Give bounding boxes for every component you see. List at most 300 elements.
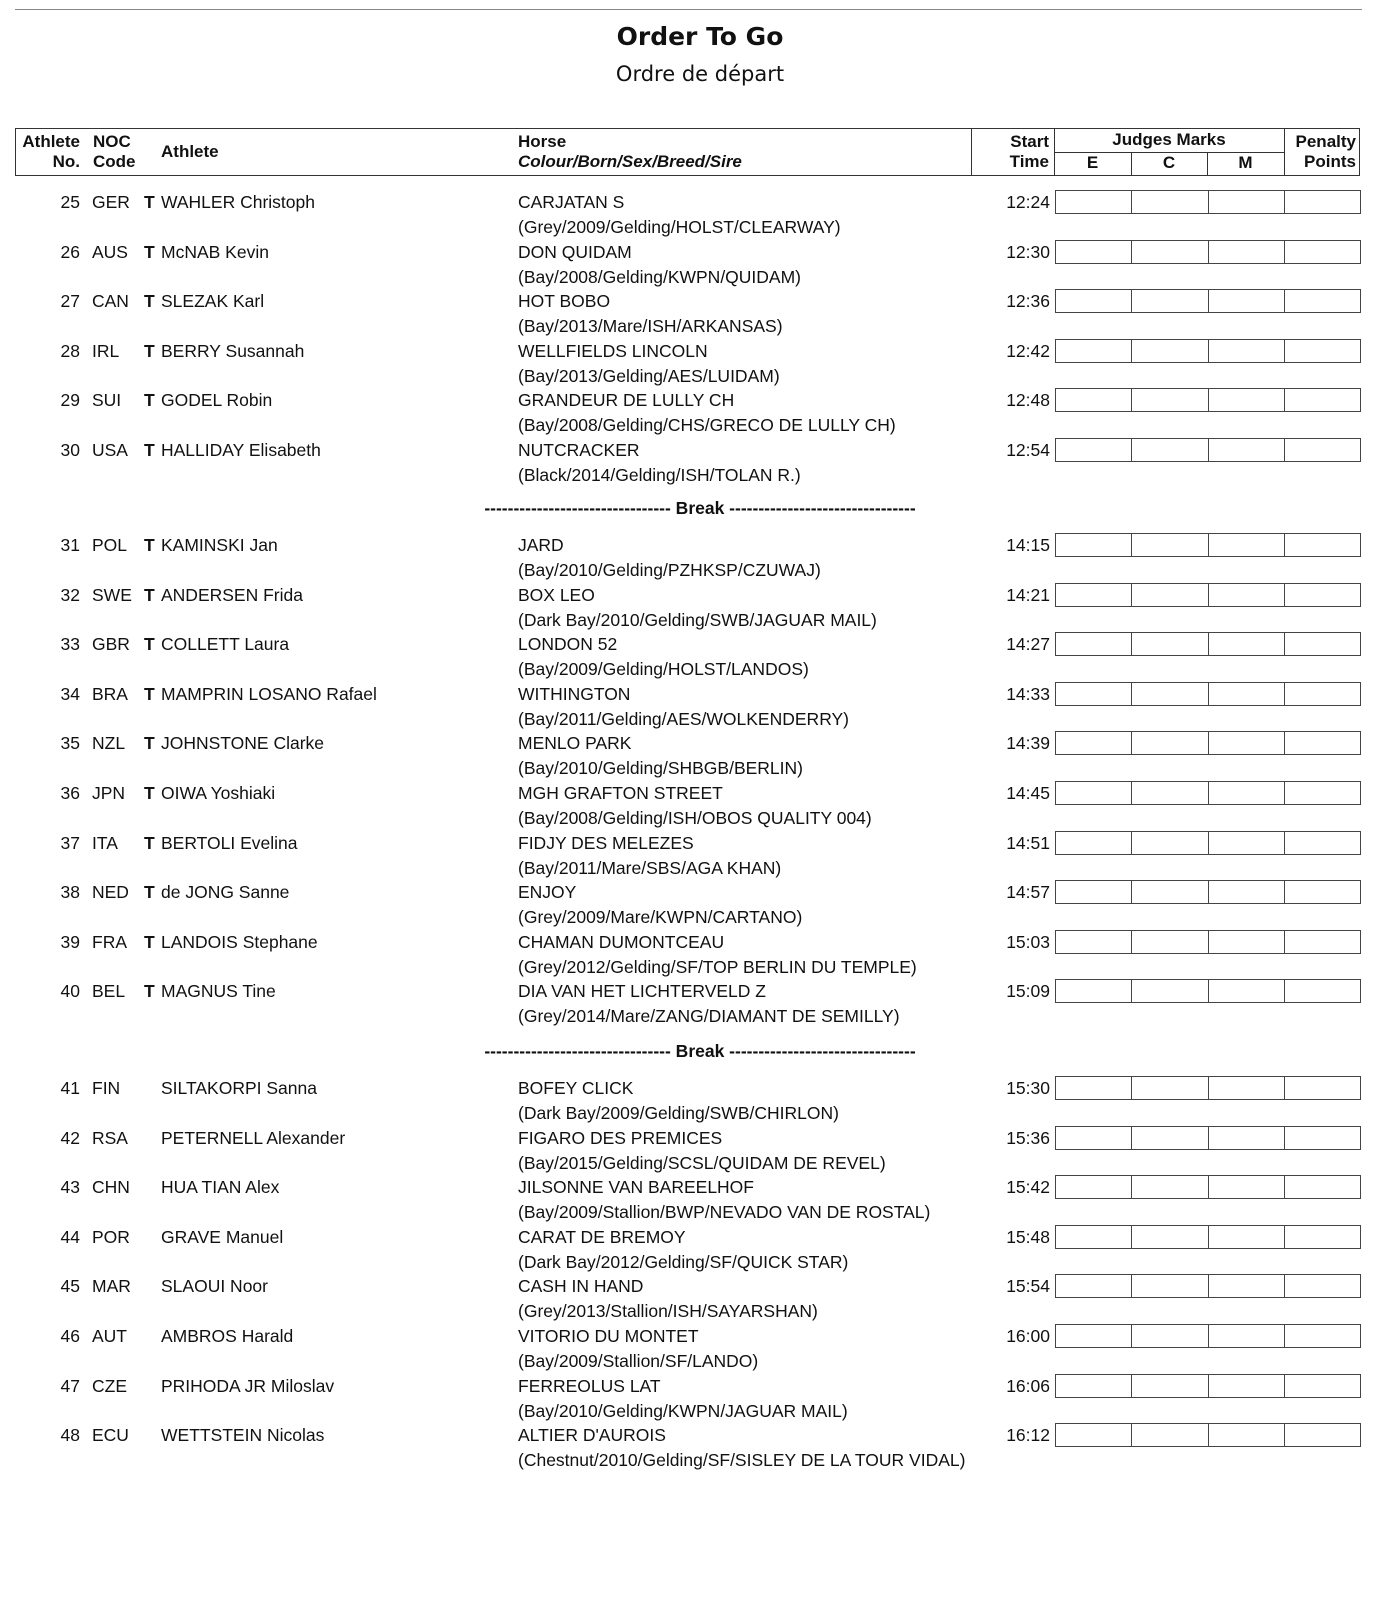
- judge-c-box[interactable]: [1132, 1423, 1208, 1447]
- penalty-box[interactable]: [1285, 1076, 1361, 1100]
- table-row: [0, 289, 1400, 339]
- start-time: 12:30: [1006, 241, 1050, 262]
- athlete-number: 26: [60, 241, 80, 262]
- header-penalty-points: [1284, 132, 1356, 172]
- judge-c-box[interactable]: [1132, 1374, 1208, 1398]
- judge-m-box[interactable]: [1209, 682, 1285, 706]
- judge-m-box[interactable]: [1209, 1175, 1285, 1199]
- team-marker: T: [144, 291, 155, 312]
- athlete-number: 25: [60, 192, 80, 212]
- team-marker: T: [144, 882, 155, 903]
- athlete-name: ANDERSEN Frida: [161, 584, 303, 605]
- header-noc-line1: NOC: [93, 132, 131, 151]
- judge-m-box[interactable]: [1209, 583, 1285, 607]
- judge-e-box[interactable]: [1055, 1324, 1132, 1348]
- noc-code: CZE: [92, 1375, 127, 1396]
- team-marker: T: [144, 931, 155, 952]
- table-row: [0, 438, 1400, 488]
- penalty-box[interactable]: [1285, 682, 1361, 706]
- noc-code: SWE: [92, 584, 132, 605]
- athlete-number: 45: [60, 1276, 80, 1297]
- horse-name: ALTIER D'AUROIS: [518, 1425, 666, 1446]
- header-penalty-line2: Points: [1304, 152, 1356, 171]
- horse-name: HOT BOBO: [518, 291, 611, 312]
- judge-m-box[interactable]: [1209, 632, 1285, 656]
- penalty-box[interactable]: [1285, 1324, 1361, 1348]
- athlete-name: PRIHODA JR Miloslav: [161, 1375, 335, 1396]
- horse-details: (Bay/2013/Mare/ISH/ARKANSAS): [518, 316, 783, 337]
- horse-details: (Bay/2015/Gelding/SCSL/QUIDAM DE REVEL): [518, 1152, 886, 1173]
- noc-code: BEL: [92, 981, 126, 1002]
- athlete-number: 47: [60, 1375, 80, 1396]
- penalty-box[interactable]: [1285, 438, 1361, 462]
- judge-e-box[interactable]: [1055, 632, 1132, 656]
- horse-name: BOX LEO: [518, 584, 595, 605]
- horse-details: (Grey/2012/Gelding/SF/TOP BERLIN DU TEMPLE): [518, 956, 917, 977]
- judge-m-box[interactable]: [1209, 731, 1285, 755]
- start-time: 14:21: [1006, 584, 1050, 605]
- table-row: [0, 731, 1400, 781]
- team-marker: T: [144, 192, 155, 212]
- header-start-line1: Start: [1010, 132, 1049, 151]
- athlete-name: de JONG Sanne: [161, 882, 290, 903]
- noc-code: RSA: [92, 1127, 128, 1148]
- horse-name: WELLFIELDS LINCOLN: [518, 340, 708, 361]
- penalty-box[interactable]: [1285, 781, 1361, 805]
- horse-name: WITHINGTON: [518, 683, 631, 704]
- horse-name: DIA VAN HET LICHTERVELD Z: [518, 981, 766, 1002]
- judge-e-box[interactable]: [1055, 1374, 1132, 1398]
- start-time: 12:42: [1006, 340, 1050, 361]
- noc-code: FRA: [92, 931, 127, 952]
- table-header: [15, 128, 1360, 176]
- header-horse: [518, 132, 742, 172]
- judge-e-box[interactable]: [1055, 388, 1132, 412]
- penalty-box[interactable]: [1285, 1175, 1361, 1199]
- penalty-box[interactable]: [1285, 880, 1361, 904]
- penalty-box[interactable]: [1285, 1126, 1361, 1150]
- table-row: [0, 880, 1400, 930]
- judge-e-box[interactable]: [1055, 339, 1132, 363]
- horse-details: (Bay/2011/Gelding/AES/WOLKENDERRY): [518, 708, 850, 729]
- athlete-number: 44: [60, 1226, 80, 1247]
- start-time: 12:24: [1006, 192, 1050, 212]
- athlete-name: McNAB Kevin: [161, 241, 269, 262]
- noc-code: CHN: [92, 1177, 130, 1198]
- athlete-name: HUA TIAN Alex: [161, 1177, 280, 1198]
- header-judges-marks: Judges Marks: [1112, 130, 1226, 149]
- horse-details: (Bay/2008/Gelding/CHS/GRECO DE LULLY CH): [518, 415, 896, 436]
- horse-details: (Bay/2009/Gelding/HOLST/LANDOS): [518, 659, 809, 680]
- header-judge-m: M: [1238, 153, 1253, 172]
- table-row: [0, 1374, 1400, 1424]
- athlete-number: 43: [60, 1177, 80, 1198]
- start-time: 15:09: [1006, 981, 1050, 1002]
- table-row: [0, 339, 1400, 389]
- noc-code: ECU: [92, 1425, 129, 1446]
- judge-m-box[interactable]: [1209, 289, 1285, 313]
- judge-e-box[interactable]: [1055, 781, 1132, 805]
- marks-boxes: [1055, 1175, 1361, 1199]
- judge-c-box[interactable]: [1132, 979, 1208, 1003]
- judge-c-box[interactable]: [1132, 731, 1208, 755]
- horse-details: (Dark Bay/2009/Gelding/SWB/CHIRLON): [518, 1103, 839, 1123]
- penalty-box[interactable]: [1285, 1423, 1361, 1447]
- athlete-number: 27: [60, 291, 80, 312]
- start-time: 15:42: [1006, 1177, 1050, 1198]
- judge-m-box[interactable]: [1209, 781, 1285, 805]
- judge-e-box[interactable]: [1055, 1225, 1132, 1249]
- horse-name: FIDJY DES MELEZES: [518, 832, 694, 853]
- penalty-box[interactable]: [1285, 979, 1361, 1003]
- athlete-number: 42: [60, 1127, 80, 1148]
- noc-code: ITA: [92, 832, 118, 853]
- table-row: [0, 1225, 1400, 1275]
- athlete-number: 34: [60, 683, 80, 704]
- horse-name: MENLO PARK: [518, 733, 632, 754]
- marks-boxes: [1055, 438, 1361, 462]
- marks-boxes: [1055, 1076, 1361, 1100]
- judge-e-box[interactable]: [1055, 1423, 1132, 1447]
- athlete-number: 38: [60, 882, 80, 903]
- header-divider-time: [971, 129, 972, 175]
- table-row: [0, 1076, 1400, 1126]
- header-noc-code: [93, 132, 136, 172]
- athlete-name: LANDOIS Stephane: [161, 931, 318, 952]
- header-noc-line2: Code: [93, 152, 136, 171]
- table-row: [0, 533, 1400, 583]
- start-time: 14:15: [1006, 535, 1050, 555]
- judge-c-box[interactable]: [1132, 781, 1208, 805]
- marks-boxes: [1055, 632, 1361, 656]
- horse-name: NUTCRACKER: [518, 440, 640, 460]
- horse-details: (Bay/2008/Gelding/ISH/OBOS QUALITY 004): [518, 808, 872, 828]
- judge-c-box[interactable]: [1132, 1126, 1208, 1150]
- judge-c-box[interactable]: [1132, 438, 1208, 462]
- team-marker: T: [144, 535, 155, 555]
- athlete-number: 35: [60, 733, 80, 754]
- athlete-name: SLAOUI Noor: [161, 1276, 268, 1297]
- judge-e-box[interactable]: [1055, 438, 1132, 462]
- judge-m-box[interactable]: [1209, 339, 1285, 363]
- horse-name: ENJOY: [518, 882, 577, 903]
- athlete-number: 30: [60, 440, 80, 460]
- noc-code: FIN: [92, 1078, 121, 1098]
- penalty-box[interactable]: [1285, 339, 1361, 363]
- penalty-box[interactable]: [1285, 632, 1361, 656]
- header-judge-e: E: [1086, 153, 1099, 172]
- athlete-name: SILTAKORPI Sanna: [161, 1078, 317, 1098]
- penalty-box[interactable]: [1285, 533, 1361, 557]
- marks-boxes: [1055, 1423, 1361, 1447]
- team-marker: T: [144, 981, 155, 1002]
- judge-m-box[interactable]: [1209, 1423, 1285, 1447]
- athlete-number: 28: [60, 340, 80, 361]
- judge-e-box[interactable]: [1055, 1274, 1132, 1298]
- team-marker: T: [144, 584, 155, 605]
- break-divider: -------------------------------- Break --------------------------------: [484, 1041, 916, 1061]
- judge-c-box[interactable]: [1132, 190, 1208, 214]
- noc-code: BRA: [92, 683, 128, 704]
- table-row: [0, 831, 1400, 881]
- athlete-number: 29: [60, 390, 80, 411]
- athlete-name: WETTSTEIN Nicolas: [161, 1425, 325, 1446]
- noc-code: USA: [92, 440, 128, 460]
- header-start-time: [976, 132, 1049, 172]
- judge-e-box[interactable]: [1055, 1126, 1132, 1150]
- horse-details: (Bay/2010/Gelding/SHBGB/BERLIN): [518, 758, 803, 779]
- horse-details: (Chestnut/2010/Gelding/SF/SISLEY DE LA TOUR VIDAL): [518, 1450, 966, 1471]
- table-row: [0, 388, 1400, 438]
- header-athlete-no-line2: No.: [52, 152, 80, 171]
- team-marker: T: [144, 241, 155, 262]
- horse-details: (Bay/2009/Stallion/SF/LANDO): [518, 1351, 759, 1371]
- horse-details: (Bay/2013/Gelding/AES/LUIDAM): [518, 365, 780, 386]
- judge-e-box[interactable]: [1055, 533, 1132, 557]
- judge-m-box[interactable]: [1209, 1274, 1285, 1298]
- judge-c-box[interactable]: [1132, 339, 1208, 363]
- horse-details: (Bay/2011/Mare/SBS/AGA KHAN): [518, 857, 782, 878]
- athlete-number: 39: [60, 931, 80, 952]
- header-athlete: Athlete: [161, 142, 219, 161]
- judge-c-box[interactable]: [1132, 831, 1208, 855]
- noc-code: MAR: [92, 1276, 131, 1297]
- athlete-name: MAGNUS Tine: [161, 981, 276, 1002]
- judge-m-box[interactable]: [1209, 979, 1285, 1003]
- horse-details: (Bay/2010/Gelding/PZHKSP/CZUWAJ): [518, 560, 821, 580]
- horse-name: CASH IN HAND: [518, 1276, 644, 1297]
- judge-m-box[interactable]: [1209, 1126, 1285, 1150]
- table-row: [0, 1175, 1400, 1225]
- marks-boxes: [1055, 880, 1361, 904]
- page-title: Order To Go: [616, 22, 784, 51]
- table-row: [0, 1324, 1400, 1374]
- start-time: 12:54: [1006, 440, 1050, 460]
- noc-code: POL: [92, 535, 128, 555]
- header-athlete-no-line1: Athlete: [22, 132, 80, 151]
- judge-m-box[interactable]: [1209, 438, 1285, 462]
- athlete-number: 46: [60, 1326, 80, 1346]
- athlete-name: GODEL Robin: [161, 390, 273, 411]
- horse-name: FERREOLUS LAT: [518, 1375, 661, 1396]
- horse-name: CARAT DE BREMOY: [518, 1226, 686, 1247]
- table-row: [0, 632, 1400, 682]
- judge-e-box[interactable]: [1055, 930, 1132, 954]
- judge-c-box[interactable]: [1132, 583, 1208, 607]
- judge-m-box[interactable]: [1209, 831, 1285, 855]
- marks-boxes: [1055, 1225, 1361, 1249]
- judge-e-box[interactable]: [1055, 190, 1132, 214]
- table-row: [0, 979, 1400, 1029]
- judge-c-box[interactable]: [1132, 682, 1208, 706]
- start-time: 16:00: [1006, 1326, 1050, 1346]
- start-time: 15:48: [1006, 1226, 1050, 1247]
- start-time: 14:45: [1006, 783, 1050, 803]
- judge-m-box[interactable]: [1209, 190, 1285, 214]
- header-start-line2: Time: [1009, 152, 1049, 171]
- marks-boxes: [1055, 1274, 1361, 1298]
- team-marker: T: [144, 683, 155, 704]
- noc-code: AUT: [92, 1326, 127, 1346]
- judge-c-box[interactable]: [1132, 632, 1208, 656]
- judge-e-box[interactable]: [1055, 289, 1132, 313]
- noc-code: NZL: [92, 733, 126, 754]
- horse-name: CARJATAN S: [518, 192, 625, 212]
- judge-m-box[interactable]: [1209, 1374, 1285, 1398]
- horse-details: (Black/2014/Gelding/ISH/TOLAN R.): [518, 465, 801, 485]
- marks-boxes: [1055, 1324, 1361, 1348]
- judge-e-box[interactable]: [1055, 979, 1132, 1003]
- noc-code: SUI: [92, 390, 122, 411]
- judge-e-box[interactable]: [1055, 240, 1132, 264]
- athlete-number: 40: [60, 981, 80, 1002]
- marks-boxes: [1055, 388, 1361, 412]
- header-horse-line1: Horse: [518, 132, 567, 151]
- penalty-box[interactable]: [1285, 930, 1361, 954]
- judge-c-box[interactable]: [1132, 880, 1208, 904]
- athlete-name: MAMPRIN LOSANO Rafael: [161, 683, 377, 704]
- penalty-box[interactable]: [1285, 1225, 1361, 1249]
- judge-m-box[interactable]: [1209, 1324, 1285, 1348]
- athlete-name: PETERNELL Alexander: [161, 1127, 346, 1148]
- penalty-box[interactable]: [1285, 731, 1361, 755]
- judge-e-box[interactable]: [1055, 731, 1132, 755]
- marks-boxes: [1055, 930, 1361, 954]
- horse-name: MGH GRAFTON STREET: [518, 783, 723, 803]
- athlete-number: 31: [60, 535, 80, 555]
- marks-boxes: [1055, 682, 1361, 706]
- athlete-number: 37: [60, 832, 80, 853]
- table-row: [0, 682, 1400, 732]
- athlete-name: COLLETT Laura: [161, 634, 290, 655]
- horse-name: JARD: [518, 535, 564, 555]
- judge-m-box[interactable]: [1209, 1225, 1285, 1249]
- judge-e-box[interactable]: [1055, 682, 1132, 706]
- noc-code: CAN: [92, 291, 129, 312]
- penalty-box[interactable]: [1285, 190, 1361, 214]
- penalty-box[interactable]: [1285, 289, 1361, 313]
- noc-code: AUS: [92, 241, 128, 262]
- horse-details: (Bay/2010/Gelding/KWPN/JAGUAR MAIL): [518, 1400, 848, 1421]
- judge-m-box[interactable]: [1209, 1076, 1285, 1100]
- page-subtitle: Ordre de départ: [615, 62, 785, 86]
- start-time: 15:30: [1006, 1078, 1050, 1098]
- team-marker: T: [144, 783, 155, 803]
- team-marker: T: [144, 832, 155, 853]
- header-penalty-line1: Penalty: [1295, 132, 1356, 151]
- top-rule: [15, 9, 1362, 10]
- noc-code: JPN: [92, 783, 126, 803]
- noc-code: GER: [92, 192, 130, 212]
- start-time: 14:27: [1006, 634, 1050, 655]
- horse-name: LONDON 52: [518, 634, 618, 655]
- noc-code: IRL: [92, 340, 120, 361]
- table-row: [0, 1423, 1400, 1473]
- marks-boxes: [1055, 1126, 1361, 1150]
- marks-boxes: [1055, 831, 1361, 855]
- judge-c-box[interactable]: [1132, 240, 1208, 264]
- start-time: 16:12: [1006, 1425, 1050, 1446]
- horse-details: (Grey/2013/Stallion/ISH/SAYARSHAN): [518, 1301, 818, 1322]
- table-row: [0, 781, 1400, 831]
- start-time: 14:57: [1006, 882, 1050, 903]
- team-marker: T: [144, 440, 155, 460]
- team-marker: T: [144, 733, 155, 754]
- penalty-box[interactable]: [1285, 240, 1361, 264]
- marks-boxes: [1055, 533, 1361, 557]
- judge-m-box[interactable]: [1209, 388, 1285, 412]
- athlete-number: 32: [60, 584, 80, 605]
- penalty-box[interactable]: [1285, 831, 1361, 855]
- penalty-box[interactable]: [1285, 1274, 1361, 1298]
- judge-c-box[interactable]: [1132, 289, 1208, 313]
- athlete-number: 41: [60, 1078, 80, 1098]
- judge-c-box[interactable]: [1132, 930, 1208, 954]
- noc-code: NED: [92, 882, 129, 903]
- athlete-number: 48: [60, 1425, 80, 1446]
- judge-m-box[interactable]: [1209, 533, 1285, 557]
- judge-e-box[interactable]: [1055, 1076, 1132, 1100]
- horse-details: (Grey/2009/Gelding/HOLST/CLEARWAY): [518, 217, 841, 237]
- judge-m-box[interactable]: [1209, 880, 1285, 904]
- noc-code: POR: [92, 1226, 130, 1247]
- start-time: 14:51: [1006, 832, 1050, 853]
- marks-boxes: [1055, 339, 1361, 363]
- horse-details: (Bay/2008/Gelding/KWPN/QUIDAM): [518, 266, 802, 287]
- table-row: [0, 1126, 1400, 1176]
- judge-c-box[interactable]: [1132, 1324, 1208, 1348]
- marks-boxes: [1055, 781, 1361, 805]
- start-time: 15:54: [1006, 1276, 1050, 1297]
- marks-boxes: [1055, 240, 1361, 264]
- judge-e-box[interactable]: [1055, 831, 1132, 855]
- judge-m-box[interactable]: [1209, 240, 1285, 264]
- athlete-name: JOHNSTONE Clarke: [161, 733, 325, 754]
- athlete-number: 36: [60, 783, 80, 803]
- penalty-box[interactable]: [1285, 1374, 1361, 1398]
- team-marker: T: [144, 390, 155, 411]
- header-judge-c: C: [1162, 153, 1176, 172]
- judge-e-box[interactable]: [1055, 583, 1132, 607]
- team-marker: T: [144, 634, 155, 655]
- judge-m-box[interactable]: [1209, 930, 1285, 954]
- marks-boxes: [1055, 979, 1361, 1003]
- judge-c-box[interactable]: [1132, 1175, 1208, 1199]
- start-time: 12:36: [1006, 291, 1050, 312]
- start-time: 16:06: [1006, 1375, 1050, 1396]
- horse-name: DON QUIDAM: [518, 241, 632, 262]
- horse-name: JILSONNE VAN BAREELHOF: [518, 1177, 754, 1198]
- athlete-name: SLEZAK Karl: [161, 291, 265, 312]
- horse-name: FIGARO DES PREMICES: [518, 1127, 723, 1148]
- penalty-box[interactable]: [1285, 583, 1361, 607]
- judge-e-box[interactable]: [1055, 880, 1132, 904]
- marks-boxes: [1055, 583, 1361, 607]
- horse-name: CHAMAN DUMONTCEAU: [518, 931, 725, 952]
- judge-c-box[interactable]: [1132, 1274, 1208, 1298]
- judge-c-box[interactable]: [1132, 533, 1208, 557]
- table-row: [0, 583, 1400, 633]
- penalty-box[interactable]: [1285, 388, 1361, 412]
- judge-c-box[interactable]: [1132, 1076, 1208, 1100]
- judge-c-box[interactable]: [1132, 1225, 1208, 1249]
- judge-e-box[interactable]: [1055, 1175, 1132, 1199]
- horse-name: VITORIO DU MONTET: [518, 1326, 699, 1346]
- horse-details: (Bay/2009/Stallion/BWP/NEVADO VAN DE ROSTAL): [518, 1202, 931, 1223]
- athlete-number: 33: [60, 634, 80, 655]
- horse-details: (Dark Bay/2010/Gelding/SWB/JAGUAR MAIL): [518, 609, 877, 630]
- judge-c-box[interactable]: [1132, 388, 1208, 412]
